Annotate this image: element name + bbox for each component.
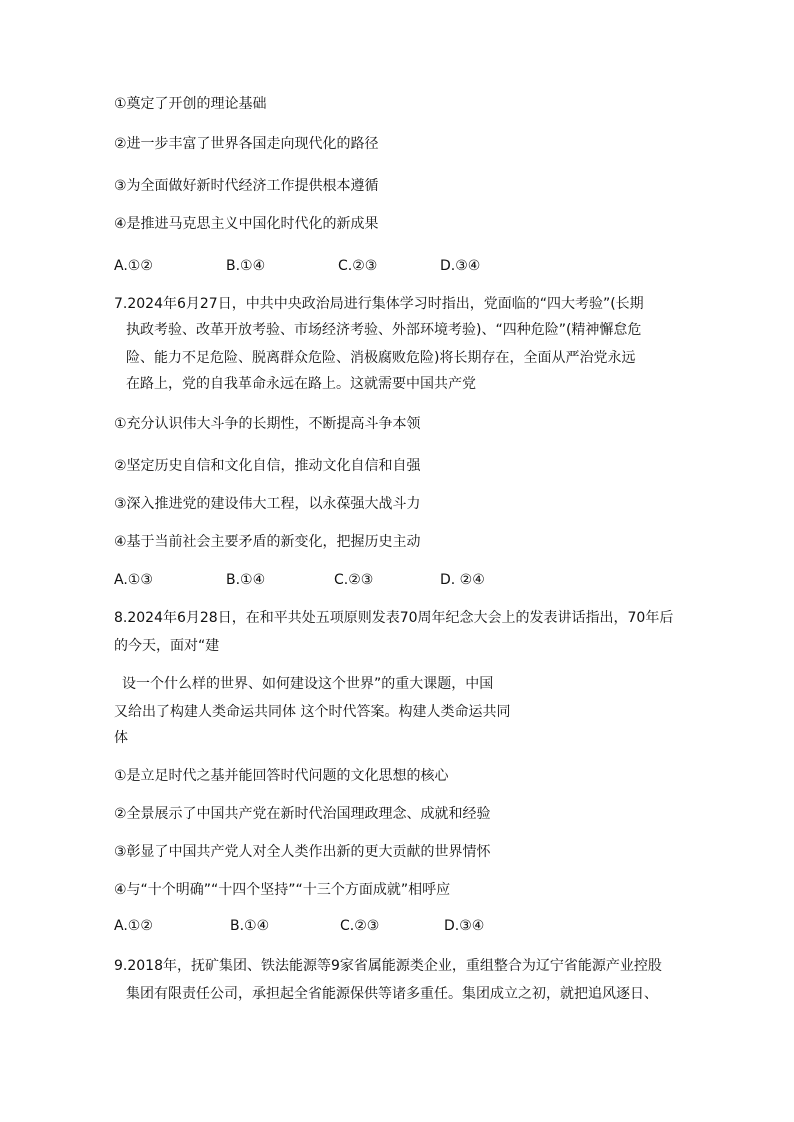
q6-option-b: B.①④ xyxy=(226,258,266,274)
q7-stem-line-2: 执政考验、改革开放考验、市场经济考验、外部环境考验)、“四种危险”(精神懈怠危 xyxy=(126,322,642,338)
q8-option-b: B.①④ xyxy=(230,918,270,934)
q6-option-d: D.③④ xyxy=(440,258,481,274)
q7-item-1: ①充分认识伟大斗争的长期性，不断提高斗争本领 xyxy=(114,416,421,432)
q8-stem-line-2: 的今天，面对“建 xyxy=(114,638,220,654)
q7-stem-line-4: 在路上，党的自我革命永远在路上。这就需要中国共产党 xyxy=(126,376,476,392)
q7-option-d: D. ②④ xyxy=(440,572,485,588)
q6-option-c: C.②③ xyxy=(338,258,378,274)
q7-item-3: ③深入推进党的建设伟大工程，以永葆强大战斗力 xyxy=(114,496,421,512)
q7-stem-line-3: 险、能力不足危险、脱离群众危险、消极腐败危险)将长期存在，全面从严治党永远 xyxy=(126,350,636,366)
q7-option-a: A.①③ xyxy=(114,572,153,588)
q7-stem-line-1: 7.2024年6月27日，中共中央政治局进行集体学习时指出，党面临的“四大考验”(长期 xyxy=(114,296,644,312)
q6-item-1: ①奠定了开创的理论基础 xyxy=(114,96,267,112)
q8-stem-line-4: 又给出了构建人类命运共同体 这个时代答案。构建人类命运共同 xyxy=(114,704,511,720)
q8-stem-line-5: 体 xyxy=(114,730,128,746)
q6-item-2: ②进一步丰富了世界各国走向现代化的路径 xyxy=(114,136,379,152)
q7-option-b: B.①④ xyxy=(226,572,266,588)
q8-option-c: C.②③ xyxy=(340,918,380,934)
q8-option-a: A.①② xyxy=(114,918,153,934)
q8-stem-line-3: 设一个什么样的世界、如何建设这个世界”的重大课题，中国 xyxy=(122,676,494,692)
q8-option-d: D.③④ xyxy=(444,918,485,934)
q7-option-c: C.②③ xyxy=(334,572,374,588)
q8-item-3: ③彰显了中国共产党人对全人类作出新的更大贡献的世界情怀 xyxy=(114,844,491,860)
q8-item-4: ④与“十个明确”“十四个坚持”“十三个方面成就”相呼应 xyxy=(114,882,451,898)
q6-item-3: ③为全面做好新时代经济工作提供根本遵循 xyxy=(114,178,379,194)
q9-stem-line-2: 集团有限责任公司，承担起全省能源保供等诸多重任。集团成立之初，就把追风逐日、 xyxy=(126,986,658,1002)
q7-item-2: ②坚定历史自信和文化自信，推动文化自信和自强 xyxy=(114,458,421,474)
q8-item-2: ②全景展示了中国共产党在新时代治国理政理念、成就和经验 xyxy=(114,806,491,822)
q6-option-a: A.①② xyxy=(114,258,153,274)
q9-stem-line-1: 9.2018年，抚矿集团、铁法能源等9家省属能源类企业，重组整合为辽宁省能源产业控股 xyxy=(114,958,662,974)
q7-item-4: ④基于当前社会主要矛盾的新变化，把握历史主动 xyxy=(114,534,421,550)
q6-item-4: ④是推进马克思主义中国化时代化的新成果 xyxy=(114,216,379,232)
q8-stem-line-1: 8.2024年6月28日，在和平共处五项原则发表70周年纪念大会上的发表讲话指出，70年后 xyxy=(114,610,674,626)
q8-item-1: ①是立足时代之基并能回答时代问题的文化思想的核心 xyxy=(114,768,449,784)
